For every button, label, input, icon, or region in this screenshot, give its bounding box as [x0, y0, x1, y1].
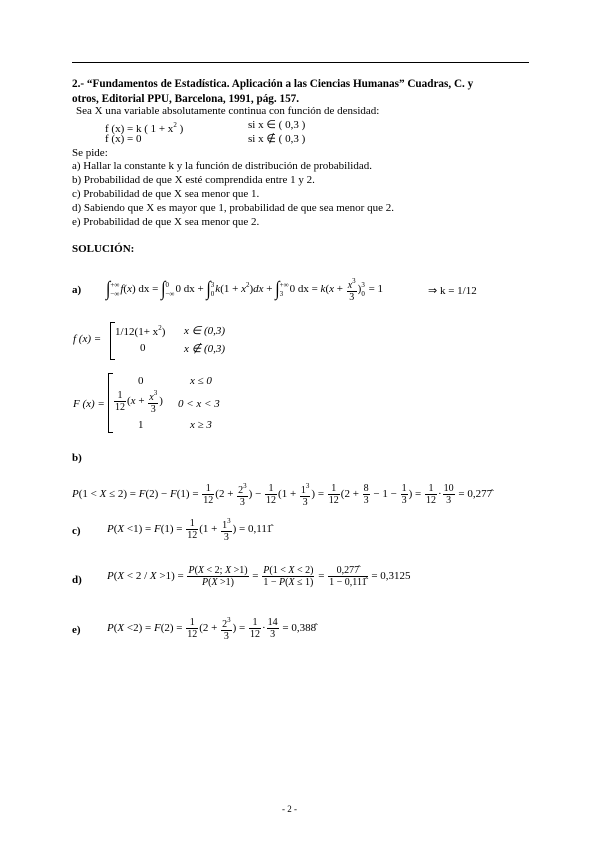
solution-e-result: = 0,388̂	[282, 622, 317, 635]
solution-d-equation: P(X < 2 / X >1) = $\frac{P(X < 2; X >1)}{P(X >1)}$ = $\frac{P(1 < X < 2)}{1 - P(X \le 1)}$ = $\frac{0,277̂}{1 - 0,111̂}$ = 0,3125	[107, 565, 411, 588]
solution-b-equation: P(1 < X ≤ 2) = F(2) − F(1) = $\frac{1}{12}$ (2 + $\frac{2^3}{3}$ ) − $\frac{1}{12}$ (1 + $\frac{1^3}{3}$ ) = $\frac{1}{12}$ (2 + $\frac{8}{3}$ − 1 − $\frac{1}{3}$ ) = $\frac{1}{12}$ · $\frac{10}{3}$ = 0,277̂	[72, 482, 493, 508]
statement-intro: Sea X una variable absolutamente continua con función de densidad:	[76, 105, 380, 117]
page-number: - 2 -	[282, 804, 297, 814]
Fx-row3-condition: x ≥ 3	[190, 419, 212, 431]
solution-e-equation: P(X <2) = F(2) = $\frac{1}{12}$ (2 + $\frac{2^3}{3}$ ) = $\frac{1}{12}$ · $\frac{14}{3}$ = 0,388̂	[107, 616, 317, 642]
Fx-label: F (x) =	[73, 398, 105, 410]
problem-title-line2: otros, Editorial PPU, Barcelona, 1991, pág. 157.	[72, 93, 300, 105]
density-def-1-condition: si x ∈ ( 0,3 )	[248, 119, 306, 131]
question-b: b) Probabilidad de que X esté comprendida entre 1 y 2.	[72, 174, 315, 186]
question-c: c) Probabilidad de que X sea menor que 1.	[72, 188, 260, 200]
se-pide: Se pide:	[72, 147, 108, 159]
fx-label: f (x) =	[73, 333, 102, 345]
Fx-row1: 0	[138, 375, 144, 387]
question-a: a) Hallar la constante k y la función de distribución de probabilidad.	[72, 160, 372, 172]
density-def-2: f (x) = 0	[105, 133, 142, 145]
fx-row2-condition: x ∉ (0,3)	[184, 343, 226, 355]
solution-heading: SOLUCIÓN:	[72, 243, 135, 255]
solution-a-result: ⇒ k = 1/12	[428, 285, 477, 297]
solution-b-result: = 0,277̂	[458, 488, 493, 501]
problem-title-line1: 2.- “Fundamentos de Estadística. Aplicación a las Ciencias Humanas” Cuadras, C. y	[72, 78, 474, 90]
density-def-1: f (x) = k ( $1 + x^2$ )	[105, 121, 184, 135]
header-rule	[72, 62, 529, 63]
question-d: d) Sabiendo que X es mayor que 1, probabilidad de que sea menor que 2.	[72, 202, 394, 214]
Fx-row2: $\frac{1}{12}$ (x + $\frac{x^3}{3}$ )	[115, 389, 163, 415]
solution-d-result: = 0,3125	[371, 570, 411, 583]
solution-c-equation: P(X <1) = F(1) = $\frac{1}{12}$ (1 + $\frac{1^3}{3}$ ) = 0,111̂	[107, 517, 272, 543]
solution-e-label: e)	[72, 624, 81, 636]
solution-b-label: b)	[72, 452, 82, 464]
fx-row2: 0	[140, 342, 146, 354]
density-def-2-condition: si x ∉ ( 0,3 )	[248, 133, 306, 145]
fx-row1-condition: x ∈ (0,3)	[184, 325, 226, 337]
solution-c-label: c)	[72, 525, 81, 537]
question-e: e) Probabilidad de que X sea menor que 2.	[72, 216, 260, 228]
Fx-row1-condition: x ≤ 0	[190, 375, 212, 387]
solution-c-result: = 0,111̂	[239, 523, 272, 536]
solution-d-label: d)	[72, 574, 82, 586]
solution-a-equation: ∫ +∞ −∞ f(x) dx = ∫ 0 −∞ 0 dx + ∫ 3 0 $k(1 + x^2)dx$ + ∫ +∞ 3 0 dx = k(x + $\frac{x^3}{3}$ ) 3 0 = 1	[106, 277, 384, 303]
Fx-row3: 1	[138, 419, 144, 431]
Fx-row2-condition: 0 < x < 3	[178, 398, 220, 410]
fx-row1: $1/12(1+ x^2)$	[115, 324, 166, 338]
solution-a-label: a)	[72, 284, 82, 296]
